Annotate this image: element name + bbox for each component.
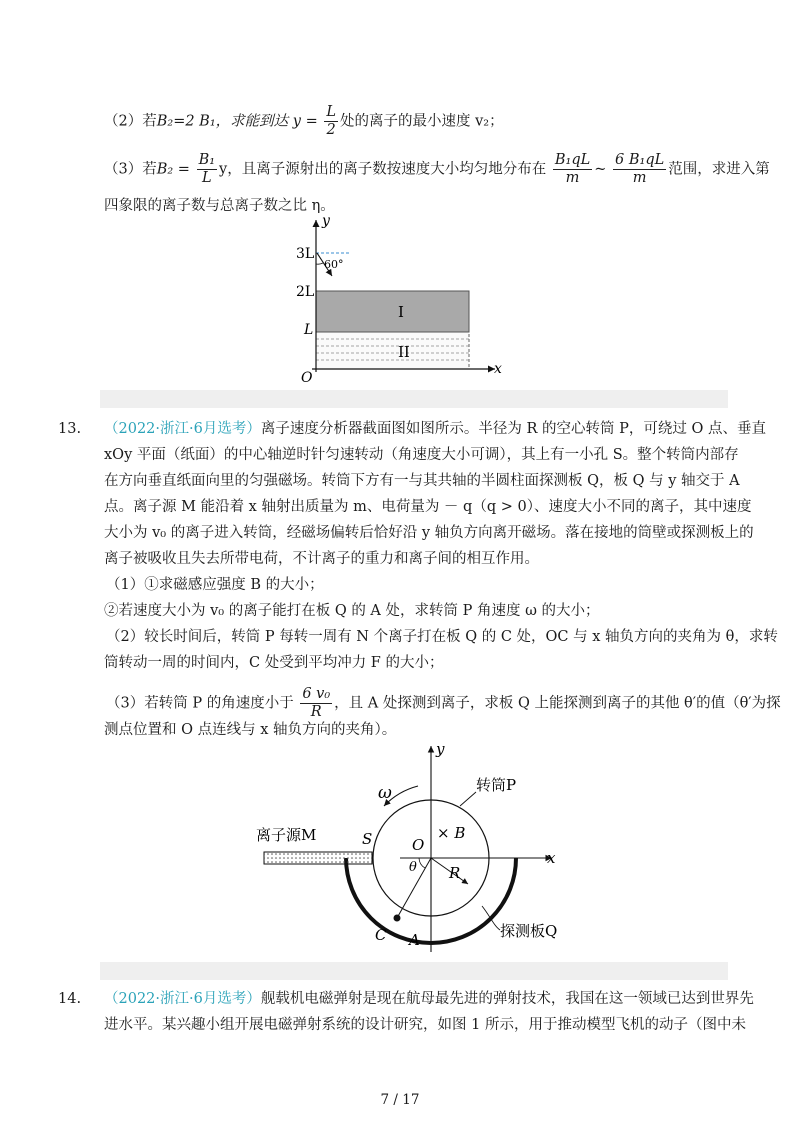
fraction-B1-over-L: $\frac{\text{B₁}}{L}$ (198, 152, 216, 186)
page-number: 7 / 17 (380, 1092, 420, 1108)
radius-label: R (449, 864, 461, 882)
region-2-label: II (398, 343, 410, 361)
origin-label: O (412, 836, 425, 854)
q13-sub1b: ②若速度大小为 v₀ 的离子能打在板 Q 的 A 处，求转筒 P 角速度 ω 的大小； (104, 603, 600, 619)
field-b-label: × B (437, 824, 466, 842)
point-a-label: A (409, 931, 420, 949)
omega-label: ω (378, 783, 392, 803)
x-axis-label: x (494, 361, 502, 377)
hole-s-label: S (362, 830, 373, 848)
q13-sub2a: （2）较长时间后，转筒 P 每转一周有 N 个离子打在板 Q 的 C 处，OC 与 x 轴负方向的夹角为 θ，求转 (106, 629, 778, 645)
region-1 (316, 291, 469, 332)
tick-L: L (304, 322, 314, 338)
y-axis-label: y (322, 213, 330, 229)
q14-line-1: （2022·浙江·6月选考）舰载机电磁弹射是现在航母最先进的弹射技术，我国在这一领域已达到世界先 (104, 991, 754, 1007)
q13-line-5: 大小为 v₀ 的离子进入转筒，经磁场偏转后恰好沿 y 轴负方向离开磁场。落在接地的筒壁或探测板上的 (104, 525, 754, 541)
origin-label: O (301, 370, 313, 382)
board-label: 探测板Q (500, 922, 558, 940)
drum-label: 转筒P (476, 776, 517, 794)
q13-source: （2022·浙江·6月选考） (104, 421, 261, 437)
ion-source-m (264, 852, 372, 864)
q12-part2: （2）若B₂=2 B₁，求能到达 y = $\frac{L}{2}$ 处的离子的最小速度 v₂； (104, 104, 504, 138)
q13-line-6: 离子被吸收且失去所带电荷，不计离子的重力和离子间的相互作用。 (104, 551, 539, 567)
q13-line-1: （2022·浙江·6月选考）离子速度分析器截面图如图所示。半径为 R 的空心转筒 P，可绕过 O 点、垂直 (104, 421, 766, 437)
fraction-L-over-2: $\frac{L}{2}$ (326, 104, 336, 138)
q13-number: 13. (58, 421, 82, 437)
point-c-label: C (375, 926, 387, 944)
q13-sub1a: （1）①求磁感应强度 B 的大小； (106, 577, 324, 593)
fraction-B1qL-over-m: $\frac{\text{B₁qL}}{m}$ (554, 152, 591, 186)
tick-2L: 2L (296, 284, 315, 300)
q12-figure (290, 212, 510, 382)
q13-sub3-line2: 测点位置和 O 点连线与 x 轴负方向的夹角）。 (104, 722, 397, 738)
q14-number: 14. (58, 991, 82, 1007)
q13-figure (250, 740, 590, 955)
separator-bar (100, 390, 728, 408)
q13-sub3: （3）若转筒 P 的角速度小于 $\frac{\text{6 v₀}}{R}$ ，且 A 处探测到离子，求板 Q 上能探测到离子的其他 θ′的值（θ′为探 (106, 686, 781, 720)
tick-3L: 3L (296, 246, 315, 262)
fraction-6v0-over-R: $\frac{\text{6 v₀}}{R}$ (302, 686, 331, 720)
source-label: 离子源M (256, 826, 317, 844)
region-2 (316, 332, 469, 369)
point-c (394, 915, 401, 922)
separator-bar (100, 962, 728, 980)
y-axis-label: y (436, 740, 445, 758)
q12-part3-line2: 四象限的离子数与总离子数之比 η。 (104, 198, 335, 214)
q13-line-4: 点。离子源 M 能沿着 x 轴射出质量为 m、电荷量为 － q（q > 0）、速度大小不同的离子，其中速度 (104, 499, 752, 515)
q14-source: （2022·浙江·6月选考） (104, 991, 261, 1007)
q13-line-3: 在方向垂直纸面向里的匀强磁场。转筒下方有一与其共轴的半圆柱面探测板 Q，板 Q 与 y 轴交于 A (104, 473, 740, 489)
region-1-label: I (398, 303, 404, 321)
theta-label: θ (409, 860, 417, 875)
q13-line-2: xOy 平面（纸面）的中心轴逆时针匀速转动（角速度大小可调），其上有一小孔 S。整个转筒内部存 (104, 447, 739, 463)
q14-line-2: 进水平。某兴趣小组开展电磁弹射系统的设计研究，如图 1 所示，用于推动模型飞机的动子（图中未 (104, 1017, 746, 1033)
fraction-6B1qL-over-m: $\frac{\text{6 B₁qL}}{m}$ (615, 152, 665, 186)
q12-part3: （3）若B₂ = $\frac{\text{B₁}}{L}$ y，且离子源射出的离子数按速度大小均匀地分布在 $\frac{\text{B₁qL}}{m}$ ~ $\frac{\text{6 B₁qL}}{m}$ 范围，求进入第 (104, 152, 770, 186)
x-axis-label: x (547, 849, 556, 867)
q13-sub2b: 筒转动一周的时间内，C 处受到平均冲力 F 的大小； (104, 655, 444, 671)
angle-label: 60° (324, 258, 344, 271)
